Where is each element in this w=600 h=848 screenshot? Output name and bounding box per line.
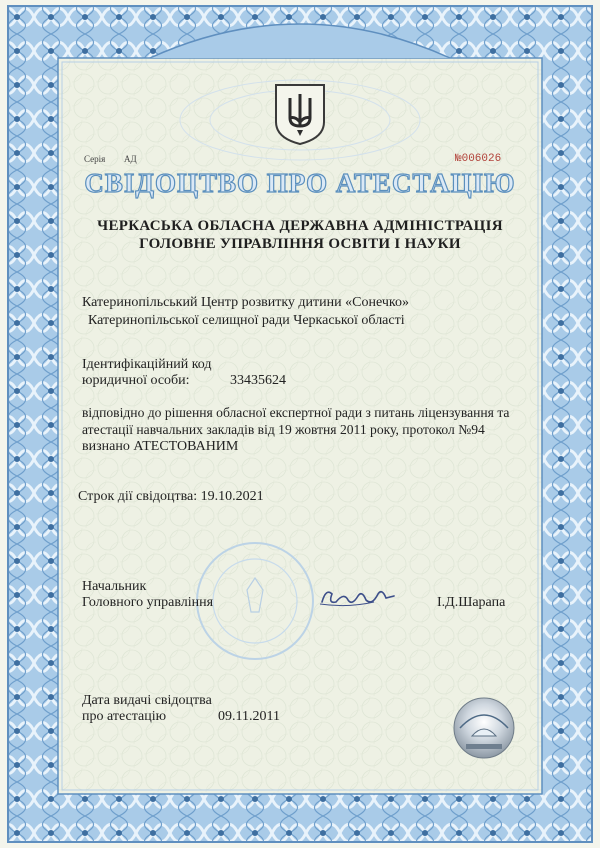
certificate-number: №006026: [455, 153, 502, 165]
signer-title-1: Начальник: [82, 579, 147, 594]
coat-of-arms-icon: [273, 82, 327, 146]
certificate-title: СВІДОЦТВО ПРО АТЕСТАЦІЮ: [84, 168, 516, 198]
issue-date-label-2: про атестацію: [82, 709, 167, 724]
validity-term: Строк дії свідоцтва: 19.10.2021: [78, 489, 264, 504]
institution-line-1: Катеринопільський Центр розвитку дитини «Сонечко»: [82, 295, 409, 310]
signer-name: І.Д.Шарапа: [437, 595, 506, 610]
signature: [318, 584, 398, 610]
hologram-icon: [452, 696, 516, 760]
issue-date-value: 09.11.2011: [218, 709, 280, 724]
series-value: АД: [124, 154, 137, 164]
decision-line-3: визнано АТЕСТОВАНИМ: [82, 439, 239, 454]
series-label: Серія: [84, 154, 106, 164]
issuer-line-2: ГОЛОВНЕ УПРАВЛІННЯ ОСВІТИ І НАУКИ: [139, 236, 461, 252]
institution-line-2: Катеринопільської селищної ради Черкаської області: [88, 313, 405, 328]
id-code-label-1: Ідентифікаційний код: [82, 357, 212, 372]
issuer-line-1: ЧЕРКАСЬКА ОБЛАСНА ДЕРЖАВНА АДМІНІСТРАЦІЯ: [97, 218, 503, 234]
signer-title-2: Головного управління: [82, 595, 214, 610]
id-code-value: 33435624: [230, 373, 286, 388]
decision-line-1: відповідно до рішення обласної експертної ради з питань ліцензування та: [82, 405, 510, 420]
issue-date-label-1: Дата видачі свідоцтва: [82, 693, 212, 708]
id-code-label-2: юридичної особи:: [82, 373, 190, 388]
decision-line-2: атестації навчальних закладів від 19 жовтня 2011 року, протокол №94: [82, 422, 485, 437]
